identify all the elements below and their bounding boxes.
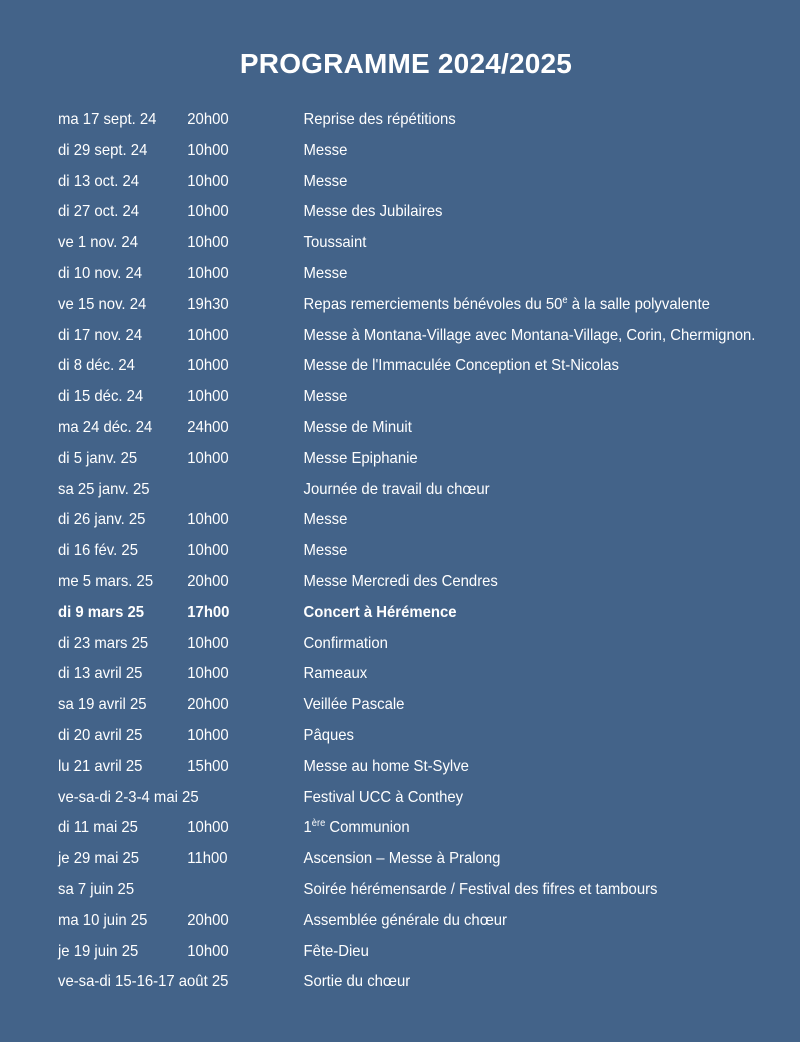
row-event (304, 875, 658, 906)
row-event-text: Messe (303, 542, 348, 560)
row-event-text: Festival UCC à Conthey (303, 788, 464, 806)
row-time: 11h00 (187, 850, 228, 868)
row-event-text: Repas remerciements bénévoles du 50 (303, 295, 563, 313)
row-time: 10h00 (187, 326, 229, 344)
row-event-text-cont: à la salle polyvalente (567, 295, 710, 313)
row-time: 10h00 (187, 203, 229, 221)
row-event (304, 906, 507, 937)
row-event (304, 167, 348, 198)
row-date: di 10 nov. 24 (58, 264, 143, 282)
row-date: je 29 mai 25 (58, 850, 140, 868)
row-date: di 26 janv. 25 (58, 511, 146, 529)
row-event-text: Veillée Pascale (303, 696, 405, 714)
row-event (304, 505, 348, 536)
row-date: di 11 mai 25 (58, 819, 138, 837)
row-event (304, 536, 348, 567)
row-time: 10h00 (187, 141, 229, 159)
row-event-text: Sortie du chœur (303, 973, 411, 991)
row-event-text: Fête-Dieu (303, 942, 369, 960)
row-event (304, 351, 619, 382)
row-event-text: Messe Epiphanie (303, 449, 418, 467)
row-date: di 15 déc. 24 (58, 388, 144, 406)
row-event (304, 259, 348, 290)
row-event (304, 659, 368, 690)
row-event (304, 105, 456, 136)
row-event-text: Messe (303, 141, 348, 159)
row-event (304, 136, 348, 167)
row-date: ve 1 nov. 24 (58, 234, 138, 252)
row-date: lu 21 avril 25 (58, 757, 143, 775)
row-event (304, 813, 410, 844)
row-time: 20h00 (187, 696, 229, 714)
row-date: di 16 fév. 25 (58, 542, 138, 560)
row-event (304, 567, 498, 598)
row-time: 10h00 (187, 511, 229, 529)
row-event-text: Messe (303, 172, 348, 190)
row-event-text: 1 (303, 819, 312, 837)
row-date: di 20 avril 25 (58, 726, 143, 744)
row-event (304, 382, 348, 413)
row-time: 10h00 (187, 942, 229, 960)
row-event-text: Messe (303, 511, 348, 529)
row-date: di 27 oct. 24 (58, 203, 140, 221)
row-date: di 23 mars 25 (58, 634, 149, 652)
row-event (304, 690, 405, 721)
row-time: 15h00 (187, 757, 229, 775)
row-date: di 9 mars 25 (58, 603, 145, 621)
row-event-text: Messe (303, 388, 348, 406)
row-event-text: Ascension – Messe à Pralong (303, 850, 501, 868)
row-event (304, 752, 469, 783)
row-date: di 13 avril 25 (58, 665, 143, 683)
row-time: 10h00 (187, 264, 229, 282)
row-event (304, 629, 388, 660)
row-date: sa 25 janv. 25 (58, 480, 150, 498)
row-date: sa 19 avril 25 (58, 696, 147, 714)
row-event (304, 228, 367, 259)
row-time: 10h00 (187, 449, 229, 467)
row-date: me 5 mars. 25 (58, 572, 154, 590)
page-title: PROGRAMME 2024/2025 (239, 48, 573, 79)
row-event (304, 937, 369, 968)
row-event (304, 197, 443, 228)
row-date: ma 17 sept. 24 (58, 111, 157, 128)
row-event (304, 321, 756, 352)
row-date: di 5 janv. 25 (58, 449, 138, 467)
row-date: di 17 nov. 24 (58, 326, 143, 344)
row-event-superscript: e (562, 294, 568, 306)
row-event-text: Messe de Minuit (303, 418, 412, 436)
row-event-text: Reprise des répétitions (303, 111, 456, 128)
row-time: 10h00 (187, 388, 229, 406)
row-time: 24h00 (187, 418, 229, 436)
row-event-text: Messe à Montana-Village avec Montana-Village, Corin, Chermignon. (303, 326, 756, 344)
row-date: ve-sa-di 2-3-4 mai 25 (58, 788, 199, 806)
row-event-text: Journée de travail du chœur (303, 480, 490, 498)
row-time: 20h00 (187, 572, 229, 590)
row-event-text: Soirée hérémensarde / Festival des fifres et tambours (303, 880, 658, 898)
row-event-text-cont: Communion (325, 819, 410, 837)
row-event (304, 967, 411, 998)
row-event-text: Concert à Hérémence (303, 603, 457, 621)
row-time: 20h00 (187, 111, 229, 128)
row-date: di 8 déc. 24 (58, 357, 135, 375)
row-event-text: Assemblée générale du chœur (303, 911, 507, 929)
row-event-text: Rameaux (303, 665, 368, 683)
row-event-text: Confirmation (303, 634, 388, 652)
row-date: ma 24 déc. 24 (58, 418, 153, 436)
row-time: 10h00 (187, 634, 229, 652)
row-event-text: Messe des Jubilaires (303, 203, 443, 221)
row-event-text: Messe (303, 264, 348, 282)
row-event-text: Messe au home St-Sylve (303, 757, 469, 775)
row-date: ma 10 juin 25 (58, 911, 148, 929)
row-event-text: Messe Mercredi des Cendres (303, 572, 498, 590)
row-date: ve 15 nov. 24 (58, 295, 147, 313)
row-event (304, 444, 418, 475)
row-time: 10h00 (187, 172, 229, 190)
row-time: 10h00 (187, 726, 229, 744)
row-time: 10h00 (187, 234, 229, 252)
row-date: sa 7 juin 25 (58, 880, 135, 898)
row-time: 10h00 (187, 819, 229, 837)
row-event (304, 290, 710, 321)
row-time: 10h00 (187, 357, 229, 375)
row-event-text: Toussaint (303, 234, 367, 252)
row-date: je 19 juin 25 (58, 942, 139, 960)
row-time: 17h00 (187, 603, 230, 621)
row-event-text: Messe de l'Immaculée Conception et St-Nicolas (303, 357, 619, 375)
row-date: ve-sa-di 15-16-17 août 25 (58, 973, 229, 991)
row-event (304, 413, 412, 444)
row-time: 20h00 (187, 911, 229, 929)
row-date: di 13 oct. 24 (58, 172, 140, 190)
row-time: 10h00 (187, 665, 229, 683)
row-event (304, 475, 490, 506)
row-event (304, 598, 457, 629)
row-event-text: Pâques (303, 726, 354, 744)
row-time: 10h00 (187, 542, 229, 560)
row-event (304, 783, 464, 814)
row-time: 19h30 (187, 295, 229, 313)
row-event (304, 844, 501, 875)
row-date: di 29 sept. 24 (58, 141, 148, 159)
row-event (304, 721, 354, 752)
row-event-superscript: ère (311, 818, 326, 830)
